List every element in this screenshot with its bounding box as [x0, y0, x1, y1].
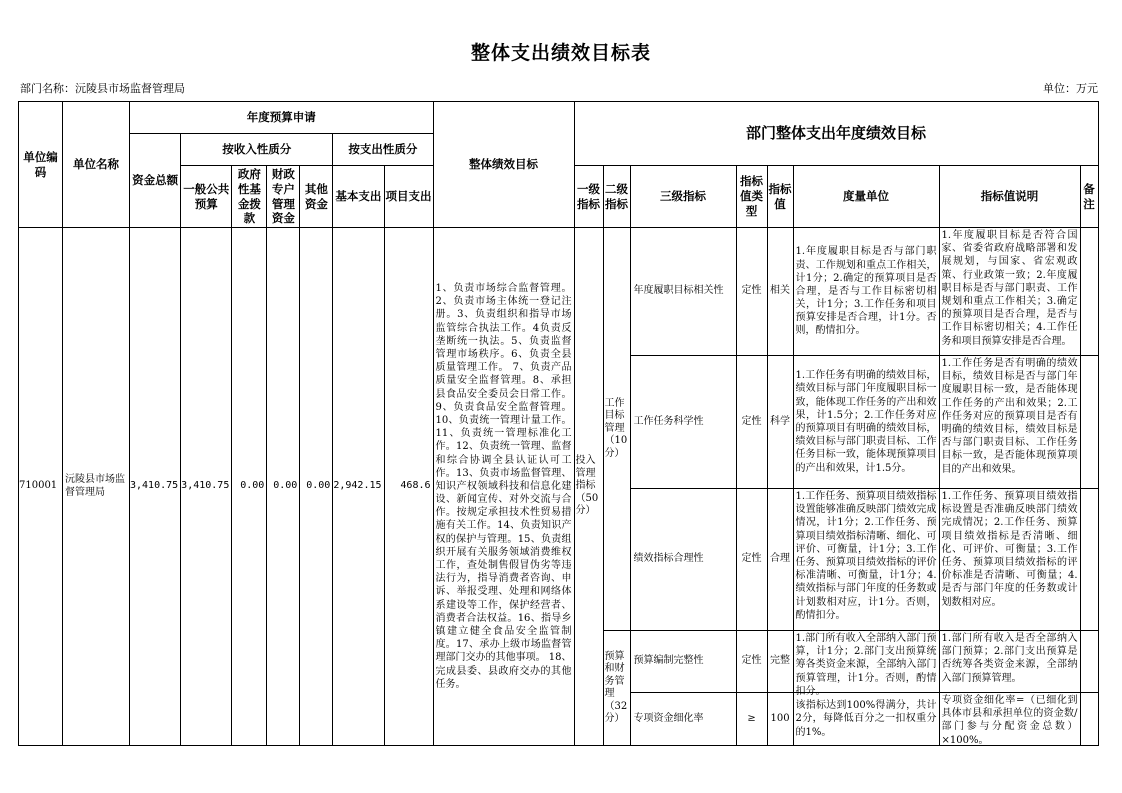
- cell-value: 完整: [767, 631, 793, 693]
- header-remark: 备注: [1080, 166, 1098, 228]
- cell-level1: 投入管理指标（50分）: [574, 228, 603, 746]
- unit-label: 单位：万元: [1043, 82, 1098, 95]
- header-level1: 一级指标: [574, 166, 603, 228]
- cell-value-desc: 1.工作任务是否有明确的绩效目标，绩效目标是否与部门年度履职目标一致，是否能体现工作任务的产出和效果；2.工作任务对应的预算项目是否有明确的绩效目标，绩效目标是否与部门职责目标、工作任务目标一致，是否能体现预算项目的产出和效果。: [939, 356, 1080, 489]
- header-by-income: 按收入性质分: [181, 134, 333, 166]
- department-name: 部门名称：沅陵县市场监督管理局: [20, 82, 185, 95]
- cell-unit-code: 710001: [19, 228, 63, 746]
- cell-remark: [1080, 228, 1098, 356]
- cell-other-fund: 0.00: [300, 228, 333, 746]
- cell-measure-unit: 1.部门所有收入全部纳入部门预算，计1分；2.部门支出预算统筹各类资金来源，全部纳入部门预算管理，计1分。否则，酌情扣分。: [793, 631, 939, 693]
- header-value-type: 指标值类型: [736, 166, 767, 228]
- cell-measure-unit: 1.年度履职目标是否与部门职责、工作规划和重点工作相关，计1分；2.确定的预算项目是否合理，是否与工作目标密切相关，计1分；3.工作任务和项目预算安排是否合理，计1分。否则，酌情扣分。: [793, 228, 939, 356]
- header-unit-name: 单位名称: [63, 102, 130, 228]
- cell-value-desc: 1.年度履职目标是否符合国家、省委省政府战略部署和发展规划，与国家、省宏观政策、行业政策一致；2.年度履职目标是否与部门职责、工作规划和重点工作相关；3.确定的预算项目是否合理，是否与工作目标密切相关；4.工作任务和项目预算安排是否合理。: [939, 228, 1080, 356]
- cell-gov-fund: 0.00: [232, 228, 267, 746]
- header-dept-goal: 部门整体支出年度绩效目标: [574, 102, 1098, 166]
- cell-basic-expense: 2,942.15: [333, 228, 384, 746]
- header-level2: 二级指标: [603, 166, 630, 228]
- cell-value-desc: 专项资金细化率=（已细化到具体市县和承担单位的资金数/部门参与分配资金总数）×100%。: [939, 693, 1080, 746]
- cell-remark: [1080, 489, 1098, 631]
- cell-value: 100: [767, 693, 793, 746]
- cell-measure-unit: 1.工作任务有明确的绩效目标，绩效目标与部门年度履职目标一致，能体现工作任务的产出和效果，计1.5分；2.工作任务对应的预算项目有明确的绩效目标，绩效目标与部门职责目标、工作任务目标一致，能体现预算项目的产出和效果，计1.5分。: [793, 356, 939, 489]
- header-annual-budget: 年度预算申请: [130, 102, 434, 134]
- page-title: 整体支出绩效目标表: [470, 42, 651, 64]
- header-other-fund: 其他资金: [300, 166, 333, 228]
- header-value-desc: 指标值说明: [939, 166, 1080, 228]
- cell-overall-goal: 1、负责市场综合监督管理。2、负责市场主体统一登记注册。3、负责组织和指导市场监管综合执法工作。4负责反垄断统一执法。5、负责监督管理市场秩序。6、负责全县质量管理工作。 7、负责产品质量安全监督管理。8、承担县食品安全委员会日常工作。9、负责食品安全监督管理。10、负责统一管理计量工作。11、负责统一管理标准化工作。12、负责统一管理、监督和综合协调全县认证认可工作。13、负责市场监督管理、知识产权领域科技和信息化建设、新闻宣传、对外交流与合作。按规定承担技术性贸易措施有关工作。14、负责知识产权的保护与管理。15、负责组织开展有关服务领域消费维权工作，查处制售假冒伪劣等违法行为，指导消费者咨询、申诉、举报受理、处理和网络体系建设等工作，保护经营者、消费者合法权益。16、指导乡镇建立健全食品安全监管制度。17、承办上级市场监督管理部门交办的其他事项。 18、完成县委、县政府交办的其他任务。: [433, 228, 574, 746]
- cell-value-desc: 1.部门所有收入是否全部纳入部门预算；2.部门支出预算是否统筹各类资金来源，全部纳入部门预算管理。: [939, 631, 1080, 693]
- cell-level3: 预算编制完整性: [630, 631, 736, 693]
- cell-value-type: 定性: [736, 228, 767, 356]
- header-value: 指标值: [767, 166, 793, 228]
- cell-remark: [1080, 356, 1098, 489]
- cell-measure-unit: 该指标达到100%得满分，共计2分，每降低百分之一扣权重分的1%。: [793, 693, 939, 746]
- header-unit-code: 单位编码: [19, 102, 63, 228]
- cell-value-type: ≥: [736, 693, 767, 746]
- cell-level2-budget: 预算和财务管理（32分）: [603, 631, 630, 746]
- cell-value-type: 定性: [736, 356, 767, 489]
- cell-level3: 年度履职目标相关性: [630, 228, 736, 356]
- header-basic-expense: 基本支出: [333, 166, 384, 228]
- cell-project-expense: 468.6: [384, 228, 433, 746]
- cell-level3: 绩效指标合理性: [630, 489, 736, 631]
- cell-value-type: 定性: [736, 631, 767, 693]
- header-gov-fund: 政府性基金拨款: [232, 166, 267, 228]
- cell-special-fund: 0.00: [267, 228, 300, 746]
- cell-value: 科学: [767, 356, 793, 489]
- header-level3: 三级指标: [630, 166, 736, 228]
- header-general-budget: 一般公共预算: [181, 166, 232, 228]
- cell-remark: [1080, 693, 1098, 746]
- header-overall-goal: 整体绩效目标: [433, 102, 574, 228]
- cell-value: 相关: [767, 228, 793, 356]
- header-by-expense: 按支出性质分: [333, 134, 433, 166]
- cell-value-desc: 1.工作任务、预算项目绩效指标设置是否准确反映部门绩效完成情况；2.工作任务、预算项目绩效指标是否清晰、细化、可评价、可衡量；3.工作任务、预算项目绩效指标的评价标准是否清晰、可衡量；4.是否与部门年度的任务数或计划数相对应。: [939, 489, 1080, 631]
- header-project-expense: 项目支出: [384, 166, 433, 228]
- cell-value: 合理: [767, 489, 793, 631]
- performance-table: [18, 101, 1099, 746]
- cell-total-funds: 3,410.75: [130, 228, 181, 746]
- cell-unit-name: 沅陵县市场监督管理局: [63, 228, 130, 746]
- cell-general-budget: 3,410.75: [181, 228, 232, 746]
- cell-level3: 专项资金细化率: [630, 693, 736, 746]
- header-measure-unit: 度量单位: [793, 166, 939, 228]
- header-total-funds: 资金总额: [130, 134, 181, 228]
- cell-remark: [1080, 631, 1098, 693]
- cell-value-type: 定性: [736, 489, 767, 631]
- header-special-fund: 财政专户管理资金: [267, 166, 300, 228]
- cell-level2-work: 工作目标管理（10分）: [603, 228, 630, 631]
- cell-measure-unit: 1.工作任务、预算项目绩效指标设置能够准确反映部门绩效完成情况，计1分；2.工作任务、预算项目绩效指标清晰、细化、可评价、可衡量，计1分；3.工作任务、预算项目绩效指标的评价标准清晰、可衡量，计1分；4.绩效指标与部门年度的任务数或计划数相对应，计1分。否则，酌情扣分。: [793, 489, 939, 631]
- cell-level3: 工作任务科学性: [630, 356, 736, 489]
